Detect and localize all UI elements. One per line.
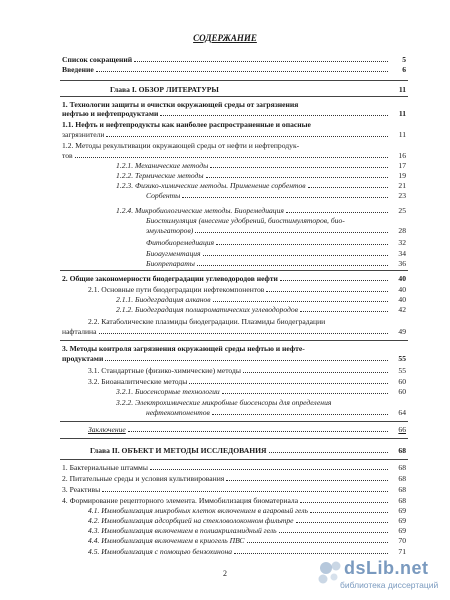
toc-dot-leader	[106, 136, 388, 137]
toc-entry-text: 1.2.2. Термические методы	[116, 171, 204, 180]
toc-entry-abbreviations[interactable]	[62, 55, 406, 64]
toc-entry-text: 4.3. Иммобилизация включением в полиакриламидный гель	[88, 526, 277, 535]
toc-entry-1-2-3[interactable]	[116, 181, 406, 190]
toc-entry-1-1-line1[interactable]	[62, 120, 311, 129]
toc-page-number: 42	[398, 305, 406, 314]
toc-entry-3-2-2[interactable]	[146, 408, 406, 417]
toc-entry-ch2-4-1[interactable]	[88, 506, 406, 515]
toc-page-number: 68	[398, 485, 406, 494]
toc-entry-text: Биоаугментация	[146, 249, 201, 258]
toc-entry-text: 1.2.1. Механические методы	[116, 161, 209, 170]
toc-page-number: 16	[398, 151, 406, 160]
toc-entry-text: 3.1. Стандартные (физико-химические) методы	[88, 366, 241, 375]
toc-page-number: 11	[398, 109, 406, 118]
toc-dot-leader	[210, 167, 388, 168]
toc-dot-leader	[203, 255, 388, 256]
toc-page-number: 23	[398, 191, 406, 200]
toc-entry-text: 1. Бактериальные штаммы	[62, 463, 148, 472]
toc-entry-1-2-line1[interactable]: 1.2. Методы рекультивации окружающей среды от нефти и нефтепродук-	[62, 141, 300, 150]
toc-page-number: 71	[398, 547, 406, 556]
toc-entry-text: нефтекомпонентов	[146, 408, 210, 417]
toc-entry-biostimulation-line1[interactable]: Биостимуляция (внесение удобрений, биостимуляторов, био-	[146, 216, 345, 225]
toc-entry-text: тов	[62, 151, 73, 160]
toc-entry-text: 4. Формирование рецепторного элемента. Иммобилизация биоматериала	[62, 496, 299, 505]
page-number: 2	[223, 569, 227, 578]
toc-dot-leader	[206, 177, 388, 178]
toc-page-number: 25	[398, 206, 406, 215]
toc-page-number: 68	[398, 474, 406, 483]
toc-dot-leader	[266, 291, 388, 292]
toc-dot-leader	[195, 232, 388, 233]
toc-dot-leader	[300, 311, 388, 312]
toc-dot-leader	[296, 522, 388, 523]
toc-entry-text: 4.4. Иммобилизация включением в криогель ПВС	[88, 536, 245, 545]
toc-dot-leader	[189, 383, 388, 384]
toc-entry-section-3[interactable]	[62, 354, 406, 363]
section-divider	[60, 340, 408, 341]
toc-entry-text: 2.1.1. Биодеградация алканов	[116, 295, 211, 304]
toc-entry-ch2-4-3[interactable]	[88, 526, 406, 535]
toc-entry-biopreparations[interactable]	[146, 259, 406, 268]
toc-dot-leader	[75, 157, 388, 158]
toc-page-number: 70	[398, 536, 406, 545]
toc-page-number: 55	[398, 366, 406, 375]
toc-entry-text: Биопрепараты	[146, 259, 195, 268]
toc-entry-text: 3. Реактивы	[62, 485, 101, 494]
section-divider	[60, 421, 408, 422]
section-divider	[60, 438, 408, 439]
toc-entry-bioaugmentation[interactable]	[146, 249, 406, 258]
toc-dot-leader	[310, 512, 388, 513]
toc-page-number: 68	[398, 463, 406, 472]
toc-dot-leader	[134, 61, 388, 62]
toc-entry-ch2-3[interactable]	[62, 485, 406, 494]
toc-entry-ch2-4-4[interactable]	[88, 536, 406, 545]
toc-entry-text: 2. Общие закономерности биодеградации углеводородов нефти	[62, 274, 278, 283]
toc-entry-text: Сорбенты	[146, 191, 181, 200]
toc-page-number: 19	[398, 171, 406, 180]
toc-dot-leader	[308, 187, 388, 188]
toc-entry-text: 1.1. Нефть и нефтепродукты как наиболее распространенные и опасные	[62, 120, 311, 129]
toc-entry-section-3-line1[interactable]: 3. Методы контроля загрязнения окружающей среды нефтью и нефте-	[62, 344, 305, 353]
toc-dot-leader	[96, 71, 388, 72]
toc-page-number: 28	[398, 226, 406, 235]
toc-entry-phytoremediation[interactable]	[146, 238, 406, 247]
toc-page-number: 60	[398, 387, 406, 396]
toc-entry-ch2-1[interactable]	[62, 463, 406, 472]
toc-dot-leader	[105, 360, 388, 361]
toc-entry-text: нафталина	[62, 327, 97, 336]
toc-dot-leader	[226, 480, 388, 481]
toc-entry-1-2-4[interactable]	[116, 206, 406, 215]
toc-entry-section-1[interactable]	[62, 109, 406, 118]
toc-entry-text: 1.2.4. Микробиологические методы. Биоремедиация	[116, 206, 284, 215]
toc-entry-text: Введение	[62, 65, 94, 74]
section-divider	[60, 270, 408, 271]
toc-entry-conclusion[interactable]	[88, 425, 406, 434]
toc-page-number: 40	[398, 285, 406, 294]
toc-page-number: 5	[402, 55, 406, 64]
toc-page-number: 40	[398, 274, 406, 283]
page-title: СОДЕРЖАНИЕ	[193, 33, 257, 43]
toc-dot-leader	[300, 502, 388, 503]
toc-page-number: 21	[398, 181, 406, 190]
toc-entry-sorbents[interactable]	[146, 191, 406, 200]
toc-entry-1-2-1[interactable]	[116, 161, 406, 170]
toc-dot-leader	[269, 452, 388, 453]
toc-entry-text: 3.2. Биоаналитические методы	[88, 377, 188, 386]
toc-entry-section-2[interactable]	[62, 274, 406, 283]
toc-page-number: 32	[398, 238, 406, 247]
section-divider	[60, 80, 408, 81]
toc-dot-leader	[216, 244, 388, 245]
toc-entry-section-1-line1[interactable]: 1. Технологии защиты и очистки окружающей среды от загрязнения	[62, 100, 299, 109]
toc-dot-leader	[197, 265, 388, 266]
toc-dot-leader	[247, 542, 389, 543]
toc-dot-leader	[280, 280, 388, 281]
toc-page-number: 40	[398, 295, 406, 304]
toc-page-number: 69	[398, 516, 406, 525]
toc-entry-ch2-4-2[interactable]	[88, 516, 406, 525]
toc-entry-text: Глава I. ОБЗОР ЛИТЕРАТУРЫ	[110, 85, 219, 94]
toc-entry-text: 1.2.3. Физико-химические методы. Применение сорбентов	[116, 181, 306, 190]
toc-entry-2-2-line1[interactable]: 2.2. Катаболические плазмиды биодеградации. Плазмиды биодеградации	[88, 317, 326, 326]
toc-dot-leader	[213, 301, 388, 302]
toc-page-number: 69	[398, 526, 406, 535]
toc-entry-ch2-4-5[interactable]	[88, 547, 406, 556]
toc-dot-leader	[286, 212, 388, 213]
toc-entry-2-2[interactable]	[62, 327, 406, 336]
toc-entry-text: 4.5. Иммобилизация с помощью бензохинона	[88, 547, 233, 556]
toc-entry-1-2-2[interactable]	[116, 171, 406, 180]
toc-page-number: 69	[398, 506, 406, 515]
toc-entry-chapter-1[interactable]	[62, 85, 406, 94]
toc-page-number: 11	[398, 85, 406, 94]
toc-entry-text: нефтью и нефтепродуктами	[62, 109, 159, 118]
toc-page-number: 55	[398, 354, 406, 363]
toc-entry-chapter-2[interactable]	[62, 446, 406, 455]
section-divider	[60, 459, 408, 460]
toc-page-number: 11	[398, 130, 406, 139]
toc-page-number: 60	[398, 377, 406, 386]
toc-entry-introduction[interactable]	[62, 65, 406, 74]
toc-entry-3-2-1[interactable]	[116, 387, 406, 396]
toc-entry-text: 4.1. Иммобилизация микробных клеток включением в агаровый гель	[88, 506, 308, 515]
toc-dot-leader	[222, 393, 388, 394]
toc-dot-leader	[99, 333, 389, 334]
toc-entry-2-1[interactable]	[88, 285, 406, 294]
toc-dot-leader	[212, 414, 388, 415]
toc-page-number: 66	[398, 425, 406, 434]
toc-entry-3-2[interactable]	[88, 377, 406, 386]
toc-entry-text: Фитобиоремедиация	[146, 238, 215, 247]
watermark-subtitle: библиотека диссертаций	[340, 580, 439, 590]
toc-entry-1-1[interactable]	[62, 130, 406, 139]
toc-entry-text: продуктами	[62, 354, 104, 363]
toc-dot-leader	[160, 115, 388, 116]
toc-page-number: 34	[398, 249, 406, 258]
toc-dot-leader	[150, 469, 388, 470]
toc-entry-ch2-4[interactable]	[62, 496, 406, 505]
toc-dot-leader	[128, 431, 388, 432]
toc-entry-text: загрязнители	[62, 130, 105, 139]
toc-entry-ch2-2[interactable]	[62, 474, 406, 483]
toc-dot-leader	[243, 372, 388, 373]
toc-dot-leader	[182, 197, 388, 198]
toc-entry-text: 2.1. Основные пути биодеградации нефтекомпонентов	[88, 285, 265, 294]
toc-entry-2-1-2[interactable]	[116, 305, 406, 314]
toc-entry-text: 2. Питательные среды и условия культивирования	[62, 474, 225, 483]
toc-entry-text: Глава II. ОБЪЕКТ И МЕТОДЫ ИССЛЕДОВАНИЯ	[90, 446, 267, 455]
toc-entry-biostimulation[interactable]	[146, 226, 406, 235]
toc-entry-text: 2.1.2. Биодеградация полиароматических углеводородов	[116, 305, 298, 314]
toc-entry-text: 4.2. Иммобилизация адсорбцией на стекловолоконном фильтре	[88, 516, 294, 525]
toc-entry-2-1-1[interactable]	[116, 295, 406, 304]
toc-page-number: 68	[398, 446, 406, 455]
watermark[interactable]	[314, 556, 440, 596]
toc-dot-leader	[234, 553, 388, 554]
toc-page-number: 68	[398, 496, 406, 505]
toc-page-number: 49	[398, 327, 406, 336]
section-divider	[60, 96, 408, 97]
toc-page-number: 17	[398, 161, 406, 170]
toc-entry-3-2-2-line1[interactable]: 3.2.2. Электрохимические микробные биосенсоры для определения	[116, 398, 332, 407]
toc-page-number: 6	[402, 65, 406, 74]
toc-entry-text: 3.2.1. Биосенсорные технологии	[116, 387, 220, 396]
toc-dot-leader	[102, 491, 388, 492]
toc-page-number: 64	[398, 408, 406, 417]
toc-entry-1-2[interactable]	[62, 151, 406, 160]
watermark-brand: dsLib.net	[344, 558, 429, 578]
toc-dot-leader	[279, 532, 388, 533]
toc-entry-3-1[interactable]	[88, 366, 406, 375]
toc-page-number: 36	[398, 259, 406, 268]
toc-entry-text: Заключение	[88, 425, 126, 434]
toc-entry-text: Список сокращений	[62, 55, 133, 64]
toc-entry-text: эмульгаторов)	[146, 226, 194, 235]
